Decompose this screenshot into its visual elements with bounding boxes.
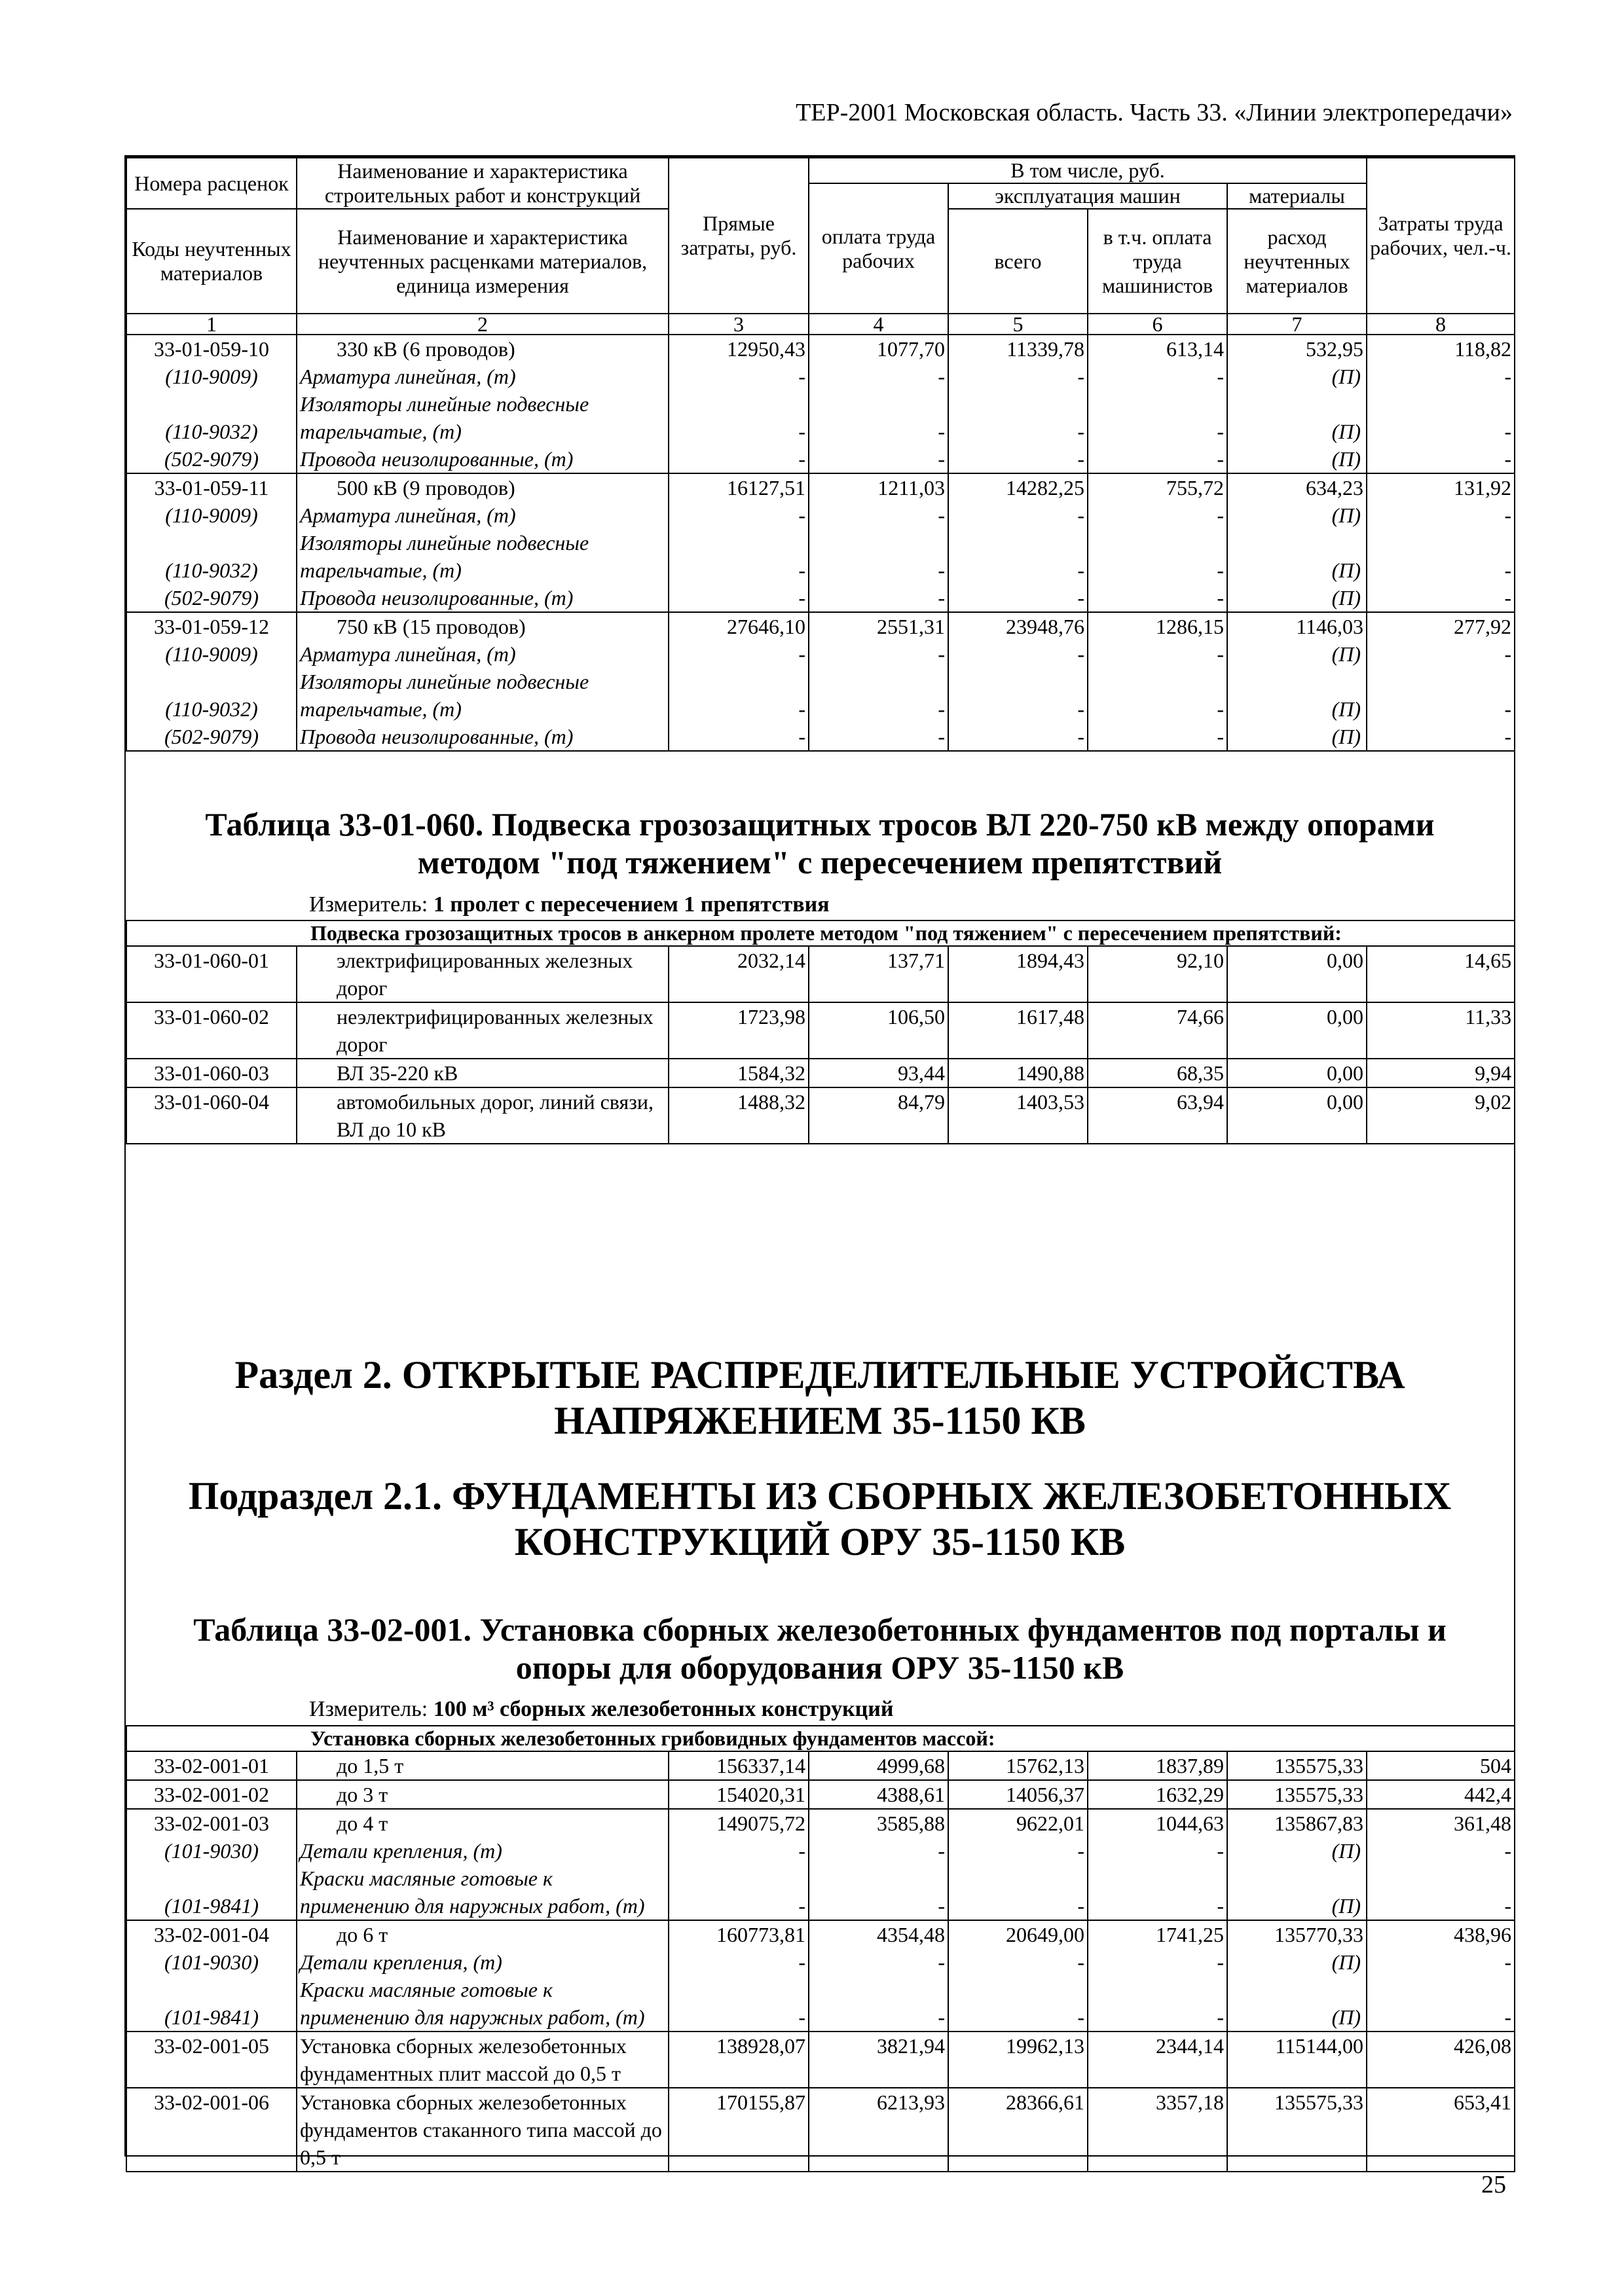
dash-cell: - [669,1837,809,1865]
rate-value-7: 0,00 [1227,1002,1367,1059]
rate-value-5: 14282,25 [948,473,1088,501]
rate-value-3: 27646,10 [669,612,809,640]
rate-value-6: 3357,18 [1088,2088,1227,2172]
dash-cell: - [1088,445,1227,473]
material-row [126,1948,1515,1976]
rate-value-8: 131,92 [1367,473,1515,501]
rate-code: 33-02-001-06 [126,2088,297,2172]
rate-value-7: 532,95 [1227,335,1367,363]
rate-code: 33-01-059-10 [126,335,297,363]
rate-value-3: 170155,87 [669,2088,809,2172]
rate-value-5: 9622,01 [948,1809,1088,1837]
column-numbers-row [126,314,1515,335]
rate-row [126,1751,1515,1780]
column-number-2: 2 [297,314,669,335]
material-row [126,390,1515,445]
material-name: Провода неизолированные, (т) [297,584,669,612]
material-code: (110-9009) [126,640,297,668]
rate-value-4: 4999,68 [809,1751,948,1780]
col-material-codes: Коды неучтенных материалов [126,209,297,314]
col-work-name: Наименование и характеристика строительных работ и конструкций [297,158,669,209]
rate-value-7: 135575,33 [1227,1751,1367,1780]
rate-row [126,946,1515,1002]
col-including: В том числе, руб. [809,158,1367,183]
dash-cell: - [948,640,1088,668]
rate-value-8: 277,92 [1367,612,1515,640]
rate-code: 33-02-001-02 [126,1780,297,1809]
material-mark: (П) [1227,529,1367,584]
dash-cell: - [669,584,809,612]
rate-value-6: 1286,15 [1088,612,1227,640]
rate-value-8: 9,94 [1367,1059,1515,1087]
rate-value-5: 1403,53 [948,1087,1088,1144]
material-code: (101-9841) [126,1865,297,1920]
rate-value-3: 156337,14 [669,1751,809,1780]
rate-value-3: 2032,14 [669,946,809,1002]
col-rate-numbers: Номера расценок [126,158,297,209]
rate-value-4: 93,44 [809,1059,948,1087]
material-name: Изоляторы линейные подвесные тарельчатые, (т) [297,529,669,584]
section-2-line1: Раздел 2. ОТКРЫТЫЕ РАСПРЕДЕЛИТЕЛЬНЫЕ УСТРОЙСТВА [234,1353,1405,1396]
rates-table-02-001 [126,1725,1515,2172]
table-001-body [126,1726,1515,2172]
material-row [126,640,1515,668]
dash-cell: - [809,584,948,612]
table-001-measure [309,1697,893,1722]
column-number-5: 5 [948,314,1088,335]
dash-cell: - [1367,640,1515,668]
material-name: Детали крепления, (т) [297,1948,669,1976]
dash-cell: - [809,1948,948,1976]
rate-value-3: 1584,32 [669,1059,809,1087]
dash-cell: - [669,363,809,390]
rate-row [126,612,1515,640]
rate-value-3: 160773,81 [669,1920,809,1948]
dash-cell: - [809,363,948,390]
material-name: Провода неизолированные, (т) [297,445,669,473]
dash-cell: - [809,723,948,751]
column-number-8: 8 [1367,314,1515,335]
dash-cell: - [669,1948,809,1976]
subsection-line2: КОНСТРУКЦИЙ ОРУ 35-1150 КВ [514,1520,1126,1563]
dash-cell: - [1088,1948,1227,1976]
rate-value-4: 1211,03 [809,473,948,501]
rate-name: ВЛ 35-220 кВ [297,1059,669,1087]
rate-name: Установка сборных железобетонных фундаментов стаканного типа массой до 0,5 т [297,2088,669,2172]
dash-cell: - [809,640,948,668]
rate-value-7: 0,00 [1227,1087,1367,1144]
rate-name: до 3 т [297,1780,669,1809]
rate-value-6: 1741,25 [1088,1920,1227,1948]
col-labor-hours: Затраты труда рабочих, чел.-ч. [1367,158,1515,314]
col-direct-costs: Прямые затраты, руб. [669,158,809,314]
dash-cell: - [669,1976,809,2032]
rate-value-4: 3585,88 [809,1809,948,1837]
dash-cell: - [948,1837,1088,1865]
table-001-title [126,1611,1514,1686]
rate-row [126,473,1515,501]
material-mark: (П) [1227,668,1367,723]
material-name: Провода неизолированные, (т) [297,723,669,751]
rate-value-7: 1146,03 [1227,612,1367,640]
material-code: (502-9079) [126,445,297,473]
rate-value-6: 1632,29 [1088,1780,1227,1809]
rate-row [126,335,1515,363]
rate-value-6: 92,10 [1088,946,1227,1002]
material-mark: (П) [1227,1837,1367,1865]
material-row [126,501,1515,529]
material-code: (110-9032) [126,529,297,584]
rate-value-5: 1490,88 [948,1059,1088,1087]
material-mark: (П) [1227,501,1367,529]
material-row [126,723,1515,751]
rate-code: 33-02-001-01 [126,1751,297,1780]
rate-name: 500 кВ (9 проводов) [297,473,669,501]
rates-table-059 [126,157,1515,752]
dash-cell: - [1088,1976,1227,2032]
rate-value-4: 106,50 [809,1002,948,1059]
dash-cell: - [1088,640,1227,668]
rate-value-8: 14,65 [1367,946,1515,1002]
rate-value-3: 1723,98 [669,1002,809,1059]
rate-value-5: 19962,13 [948,2032,1088,2088]
dash-cell: - [1088,723,1227,751]
dash-cell: - [1367,723,1515,751]
rate-value-3: 154020,31 [669,1780,809,1809]
rate-name: автомобильных дорог, линий связи, ВЛ до 10 кВ [297,1087,669,1144]
dash-cell: - [948,723,1088,751]
rate-code: 33-02-001-04 [126,1920,297,1948]
col-materials-use: расход неучтенных материалов [1227,209,1367,314]
dash-cell: - [669,445,809,473]
dash-cell: - [1367,390,1515,445]
dash-cell: - [809,501,948,529]
material-name: Детали крепления, (т) [297,1837,669,1865]
material-row [126,363,1515,390]
subheading-text: Установка сборных железобетонных грибовидных фундаментов массой: [126,1726,1515,1751]
dash-cell: - [809,390,948,445]
rate-code: 33-01-060-01 [126,946,297,1002]
rate-code: 33-02-001-05 [126,2032,297,2088]
rate-code: 33-02-001-03 [126,1809,297,1837]
material-row [126,1837,1515,1865]
rate-name: до 1,5 т [297,1751,669,1780]
rate-row [126,1059,1515,1087]
rate-name: 750 кВ (15 проводов) [297,612,669,640]
material-code: (110-9009) [126,501,297,529]
material-mark: (П) [1227,640,1367,668]
rate-value-7: 115144,00 [1227,2032,1367,2088]
measure-value: 1 пролет с пересечением 1 препятствия [433,892,830,917]
column-number-3: 3 [669,314,809,335]
dash-cell: - [1367,584,1515,612]
dash-cell: - [1367,668,1515,723]
rate-value-8: 118,82 [1367,335,1515,363]
rate-value-6: 1044,63 [1088,1809,1227,1837]
section-2-title [126,1352,1514,1444]
dash-cell: - [1367,1865,1515,1920]
rate-value-5: 20649,00 [948,1920,1088,1948]
table-060-title [126,805,1514,881]
rate-value-5: 28366,61 [948,2088,1088,2172]
material-row [126,584,1515,612]
rate-name: до 4 т [297,1809,669,1837]
dash-cell: - [948,1865,1088,1920]
material-code: (110-9032) [126,390,297,445]
dash-cell: - [669,501,809,529]
rate-value-3: 138928,07 [669,2032,809,2088]
rate-value-5: 14056,37 [948,1780,1088,1809]
rate-value-8: 361,48 [1367,1809,1515,1837]
rate-code: 33-01-060-02 [126,1002,297,1059]
col-machines: эксплуатация машин [948,183,1227,209]
rate-value-5: 1894,43 [948,946,1088,1002]
page-number: 25 [1481,2171,1506,2198]
rate-value-7: 135770,33 [1227,1920,1367,1948]
rate-code: 33-01-060-03 [126,1059,297,1087]
dash-cell: - [948,1948,1088,1976]
rate-value-5: 15762,13 [948,1751,1088,1780]
rates-table-060 [126,920,1515,1144]
rate-value-3: 12950,43 [669,335,809,363]
rate-value-3: 149075,72 [669,1809,809,1837]
dash-cell: - [1088,1865,1227,1920]
rate-value-7: 0,00 [1227,1059,1367,1087]
material-name: Краски масляные готовые к применению для наружных работ, (т) [297,1865,669,1920]
rate-value-8: 9,02 [1367,1087,1515,1144]
material-code: (101-9841) [126,1976,297,2032]
rate-value-4: 2551,31 [809,612,948,640]
dash-cell: - [1088,668,1227,723]
col-machinist-pay: в т.ч. оплата труда машинистов [1088,209,1227,314]
rate-row [126,2032,1515,2088]
dash-cell: - [1088,501,1227,529]
material-mark: (П) [1227,390,1367,445]
material-name: Изоляторы линейные подвесные тарельчатые, (т) [297,390,669,445]
material-code: (110-9032) [126,668,297,723]
dash-cell: - [948,445,1088,473]
rate-value-7: 135575,33 [1227,1780,1367,1809]
table-060-measure [309,892,830,917]
material-code: (110-9009) [126,363,297,390]
rate-value-4: 84,79 [809,1087,948,1144]
col-labor-pay: оплата труда рабочих [809,183,948,314]
rate-code: 33-01-059-11 [126,473,297,501]
dash-cell: - [948,501,1088,529]
material-name: Краски масляные готовые к применению для наружных работ, (т) [297,1976,669,2032]
rate-value-8: 653,41 [1367,2088,1515,2172]
dash-cell: - [1367,501,1515,529]
rate-name: 330 кВ (6 проводов) [297,335,669,363]
dash-cell: - [1367,529,1515,584]
dash-cell: - [669,640,809,668]
column-number-6: 6 [1088,314,1227,335]
rate-value-6: 63,94 [1088,1087,1227,1144]
rate-name: Установка сборных железобетонных фундаментных плит массой до 0,5 т [297,2032,669,2088]
col-material-names: Наименование и характеристика неучтенных расценками материалов, единица измерения [297,209,669,314]
dash-cell: - [1367,1948,1515,1976]
rate-value-4: 4354,48 [809,1920,948,1948]
measure-label: Измеритель: [309,892,428,917]
dash-cell: - [948,668,1088,723]
dash-cell: - [809,1837,948,1865]
dash-cell: - [1088,1837,1227,1865]
rate-value-8: 11,33 [1367,1002,1515,1059]
material-code: (502-9079) [126,584,297,612]
rate-code: 33-01-060-04 [126,1087,297,1144]
material-row [126,445,1515,473]
rate-value-5: 1617,48 [948,1002,1088,1059]
dash-cell: - [1367,1976,1515,2032]
table-001-title-line2: опоры для оборудования ОРУ 35-1150 кВ [515,1649,1124,1686]
table-060-title-line2: методом "под тяжением" с пересечением препятствий [417,844,1223,881]
dash-cell: - [669,529,809,584]
material-mark: (П) [1227,1976,1367,2032]
rate-value-4: 1077,70 [809,335,948,363]
dash-cell: - [1367,1837,1515,1865]
rate-value-3: 1488,32 [669,1087,809,1144]
dash-cell: - [809,445,948,473]
material-name: Арматура линейная, (т) [297,363,669,390]
rate-value-4: 3821,94 [809,2032,948,2088]
rate-value-6: 755,72 [1088,473,1227,501]
rate-name: электрифицированных железных дорог [297,946,669,1002]
rate-value-6: 2344,14 [1088,2032,1227,2088]
rate-name: неэлектрифицированных железных дорог [297,1002,669,1059]
material-row [126,1976,1515,2032]
subheading-text: Подвеска грозозащитных тросов в анкерном пролете методом "под тяжением" с пересечением препятствий: [126,920,1515,946]
column-number-7: 7 [1227,314,1367,335]
col-materials: материалы [1227,183,1367,209]
material-name: Изоляторы линейные подвесные тарельчатые, (т) [297,668,669,723]
col-machines-total: всего [948,209,1088,314]
dash-cell: - [1088,390,1227,445]
dash-cell: - [669,723,809,751]
rate-value-7: 135867,83 [1227,1809,1367,1837]
section-2-line2: НАПРЯЖЕНИЕМ 35-1150 КВ [554,1399,1086,1442]
dash-cell: - [948,529,1088,584]
rate-value-4: 6213,93 [809,2088,948,2172]
dash-cell: - [1088,584,1227,612]
material-mark: (П) [1227,723,1367,751]
rate-value-4: 4388,61 [809,1780,948,1809]
rate-value-7: 135575,33 [1227,2088,1367,2172]
dash-cell: - [809,529,948,584]
dash-cell: - [809,1865,948,1920]
table-060-title-line1: Таблица 33-01-060. Подвеска грозозащитных тросов ВЛ 220-750 кВ между опорами [205,806,1435,843]
table-001-title-line1: Таблица 33-02-001. Установка сборных железобетонных фундаментов под порталы и [193,1611,1447,1648]
dash-cell: - [669,668,809,723]
measure-value: 100 м³ сборных железобетонных конструкций [433,1697,894,1721]
subheading-row [126,920,1515,946]
column-number-1: 1 [126,314,297,335]
rate-value-8: 504 [1367,1751,1515,1780]
rate-value-5: 23948,76 [948,612,1088,640]
material-name: Арматура линейная, (т) [297,640,669,668]
dash-cell: - [948,1976,1088,2032]
material-code: (101-9030) [126,1948,297,1976]
column-number-4: 4 [809,314,948,335]
block1-body [126,335,1515,751]
rate-value-6: 1837,89 [1088,1751,1227,1780]
table-header [126,158,1515,335]
rate-row [126,2088,1515,2172]
material-name: Арматура линейная, (т) [297,501,669,529]
measure-label: Измеритель: [309,1697,428,1721]
material-row [126,1865,1515,1920]
rate-value-6: 68,35 [1088,1059,1227,1087]
material-row [126,668,1515,723]
dash-cell: - [1367,363,1515,390]
material-code: (101-9030) [126,1837,297,1865]
dash-cell: - [1367,445,1515,473]
rate-value-8: 442,4 [1367,1780,1515,1809]
rate-value-5: 11339,78 [948,335,1088,363]
rate-value-8: 426,08 [1367,2032,1515,2088]
dash-cell: - [948,584,1088,612]
material-code: (502-9079) [126,723,297,751]
rate-value-6: 74,66 [1088,1002,1227,1059]
rate-value-6: 613,14 [1088,335,1227,363]
rate-row [126,1780,1515,1809]
dash-cell: - [948,390,1088,445]
rate-row [126,1920,1515,1948]
material-mark: (П) [1227,363,1367,390]
rate-row [126,1087,1515,1144]
subsection-line1: Подраздел 2.1. ФУНДАМЕНТЫ ИЗ СБОРНЫХ ЖЕЛЕЗОБЕТОННЫХ [188,1474,1452,1518]
rate-code: 33-01-059-12 [126,612,297,640]
rate-value-8: 438,96 [1367,1920,1515,1948]
rate-value-7: 0,00 [1227,946,1367,1002]
subheading-row [126,1726,1515,1751]
rate-row [126,1002,1515,1059]
rate-row [126,1809,1515,1837]
dash-cell: - [1088,529,1227,584]
table-060-body [126,920,1515,1144]
page-header: ТЕР-2001 Московская область. Часть 33. «Линии электропередачи» [796,99,1513,126]
dash-cell: - [809,668,948,723]
dash-cell: - [1088,363,1227,390]
rate-value-7: 634,23 [1227,473,1367,501]
material-mark: (П) [1227,1948,1367,1976]
dash-cell: - [669,390,809,445]
material-mark: (П) [1227,445,1367,473]
rate-name: до 6 т [297,1920,669,1948]
dash-cell: - [948,363,1088,390]
dash-cell: - [669,1865,809,1920]
material-row [126,529,1515,584]
page-frame [124,155,1515,2169]
rate-value-4: 137,71 [809,946,948,1002]
subsection-2-1-title [126,1473,1514,1565]
material-mark: (П) [1227,584,1367,612]
dash-cell: - [809,1976,948,2032]
material-mark: (П) [1227,1865,1367,1920]
rate-value-3: 16127,51 [669,473,809,501]
